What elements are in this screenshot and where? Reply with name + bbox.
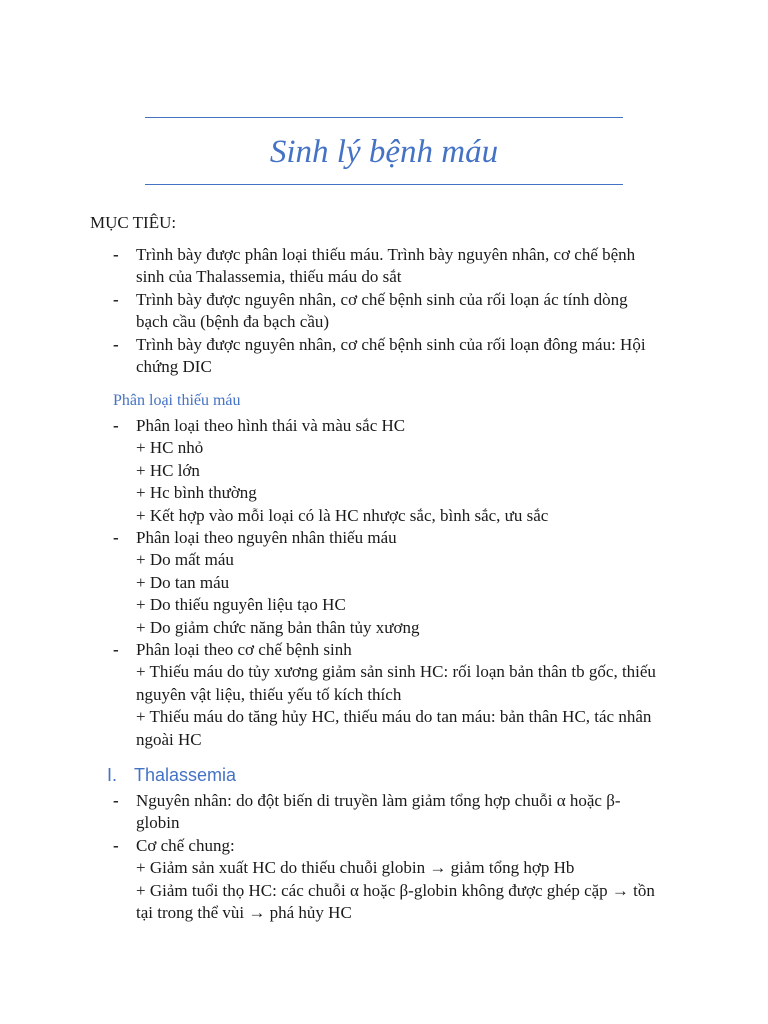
objective-line: Trình bày được phân loại thiếu máu. Trình bày nguyên nhân, cơ chế bệnh bbox=[136, 245, 636, 264]
item-line: + Kết hợp vào mỗi loại có là HC nhược sắc, bình sắc, ưu sắc bbox=[136, 505, 549, 525]
anemia-classification-list bbox=[113, 415, 683, 751]
item-line: + Thiếu máu do tủy xương giảm sản sinh HC: rối loạn bản thân tb gốc, thiếu bbox=[136, 662, 656, 682]
objective-line: chứng DIC bbox=[136, 357, 212, 377]
bullet-dash: - bbox=[113, 835, 119, 855]
title-bottom-rule bbox=[145, 184, 623, 185]
bullet-dash: - bbox=[113, 289, 119, 309]
objective-line: bạch cầu (bệnh đa bạch cầu) bbox=[136, 312, 330, 332]
item-line: + HC lớn bbox=[136, 460, 200, 480]
objective-item bbox=[113, 334, 683, 379]
item-line: nguyên vật liệu, thiếu yếu tố kích thích bbox=[136, 684, 402, 704]
thalassemia-list bbox=[113, 790, 683, 924]
list-item bbox=[113, 790, 683, 835]
objectives-label: MỤC TIÊU: bbox=[90, 213, 177, 232]
item-line: Phân loại theo cơ chế bệnh sinh bbox=[136, 640, 352, 660]
item-line: Nguyên nhân: do đột biến di truyền làm giảm tổng hợp chuỗi α hoặc β- bbox=[136, 791, 621, 810]
list-item bbox=[113, 639, 683, 751]
objective-line: sinh của Thalassemia, thiếu máu do sắt bbox=[136, 267, 402, 287]
item-line: Phân loại theo hình thái và màu sắc HC bbox=[136, 416, 406, 435]
item-line: + Do mất máu bbox=[136, 550, 234, 570]
item-line: + Do tan máu bbox=[136, 572, 230, 592]
section-number: I. bbox=[107, 765, 118, 785]
page-title: Sinh lý bệnh máu bbox=[269, 134, 499, 170]
item-line: Phân loại theo nguyên nhân thiếu máu bbox=[136, 528, 397, 548]
bullet-dash: - bbox=[113, 245, 119, 264]
objective-item bbox=[113, 289, 683, 334]
bullet-dash: - bbox=[113, 640, 119, 660]
objective-line: Trình bày được nguyên nhân, cơ chế bệnh sinh của rối loạn ác tính dòng bbox=[136, 289, 628, 309]
list-item bbox=[113, 527, 683, 639]
item-line: + Giảm sản xuất HC do thiếu chuỗi globin → giảm tổng hợp Hb bbox=[136, 858, 575, 878]
objective-item bbox=[113, 244, 683, 289]
section-title: Thalassemia bbox=[134, 765, 237, 785]
item-line: + Hc bình thường bbox=[136, 483, 257, 503]
bullet-dash: - bbox=[113, 791, 119, 810]
objectives-list bbox=[113, 244, 683, 378]
item-line: + Do thiếu nguyên liệu tạo HC bbox=[136, 595, 346, 615]
item-line: + Thiếu máu do tăng hủy HC, thiếu máu do tan máu: bản thân HC, tác nhân bbox=[136, 707, 652, 727]
item-line: + Giảm tuổi thọ HC: các chuỗi α hoặc β-globin không được ghép cặp → tồn bbox=[136, 880, 655, 900]
title-top-rule bbox=[145, 117, 623, 118]
item-line: globin bbox=[136, 813, 180, 833]
list-item bbox=[113, 415, 683, 527]
item-line: + HC nhỏ bbox=[136, 438, 204, 458]
bullet-dash: - bbox=[113, 416, 119, 435]
item-line: + Do giảm chức năng bản thân tủy xương bbox=[136, 617, 420, 637]
item-line: ngoài HC bbox=[136, 729, 202, 749]
list-item bbox=[113, 835, 683, 925]
bullet-dash: - bbox=[113, 528, 119, 548]
section-heading-thalassemia bbox=[107, 763, 236, 787]
objective-line: Trình bày được nguyên nhân, cơ chế bệnh sinh của rối loạn đông máu: Hội bbox=[136, 334, 646, 354]
section-heading-anemia-classification: Phân loại thiếu máu bbox=[113, 392, 241, 409]
bullet-dash: - bbox=[113, 334, 119, 354]
item-line: Cơ chế chung: bbox=[136, 835, 235, 855]
item-line: tại trong thể vùi → phá hủy HC bbox=[136, 903, 352, 923]
